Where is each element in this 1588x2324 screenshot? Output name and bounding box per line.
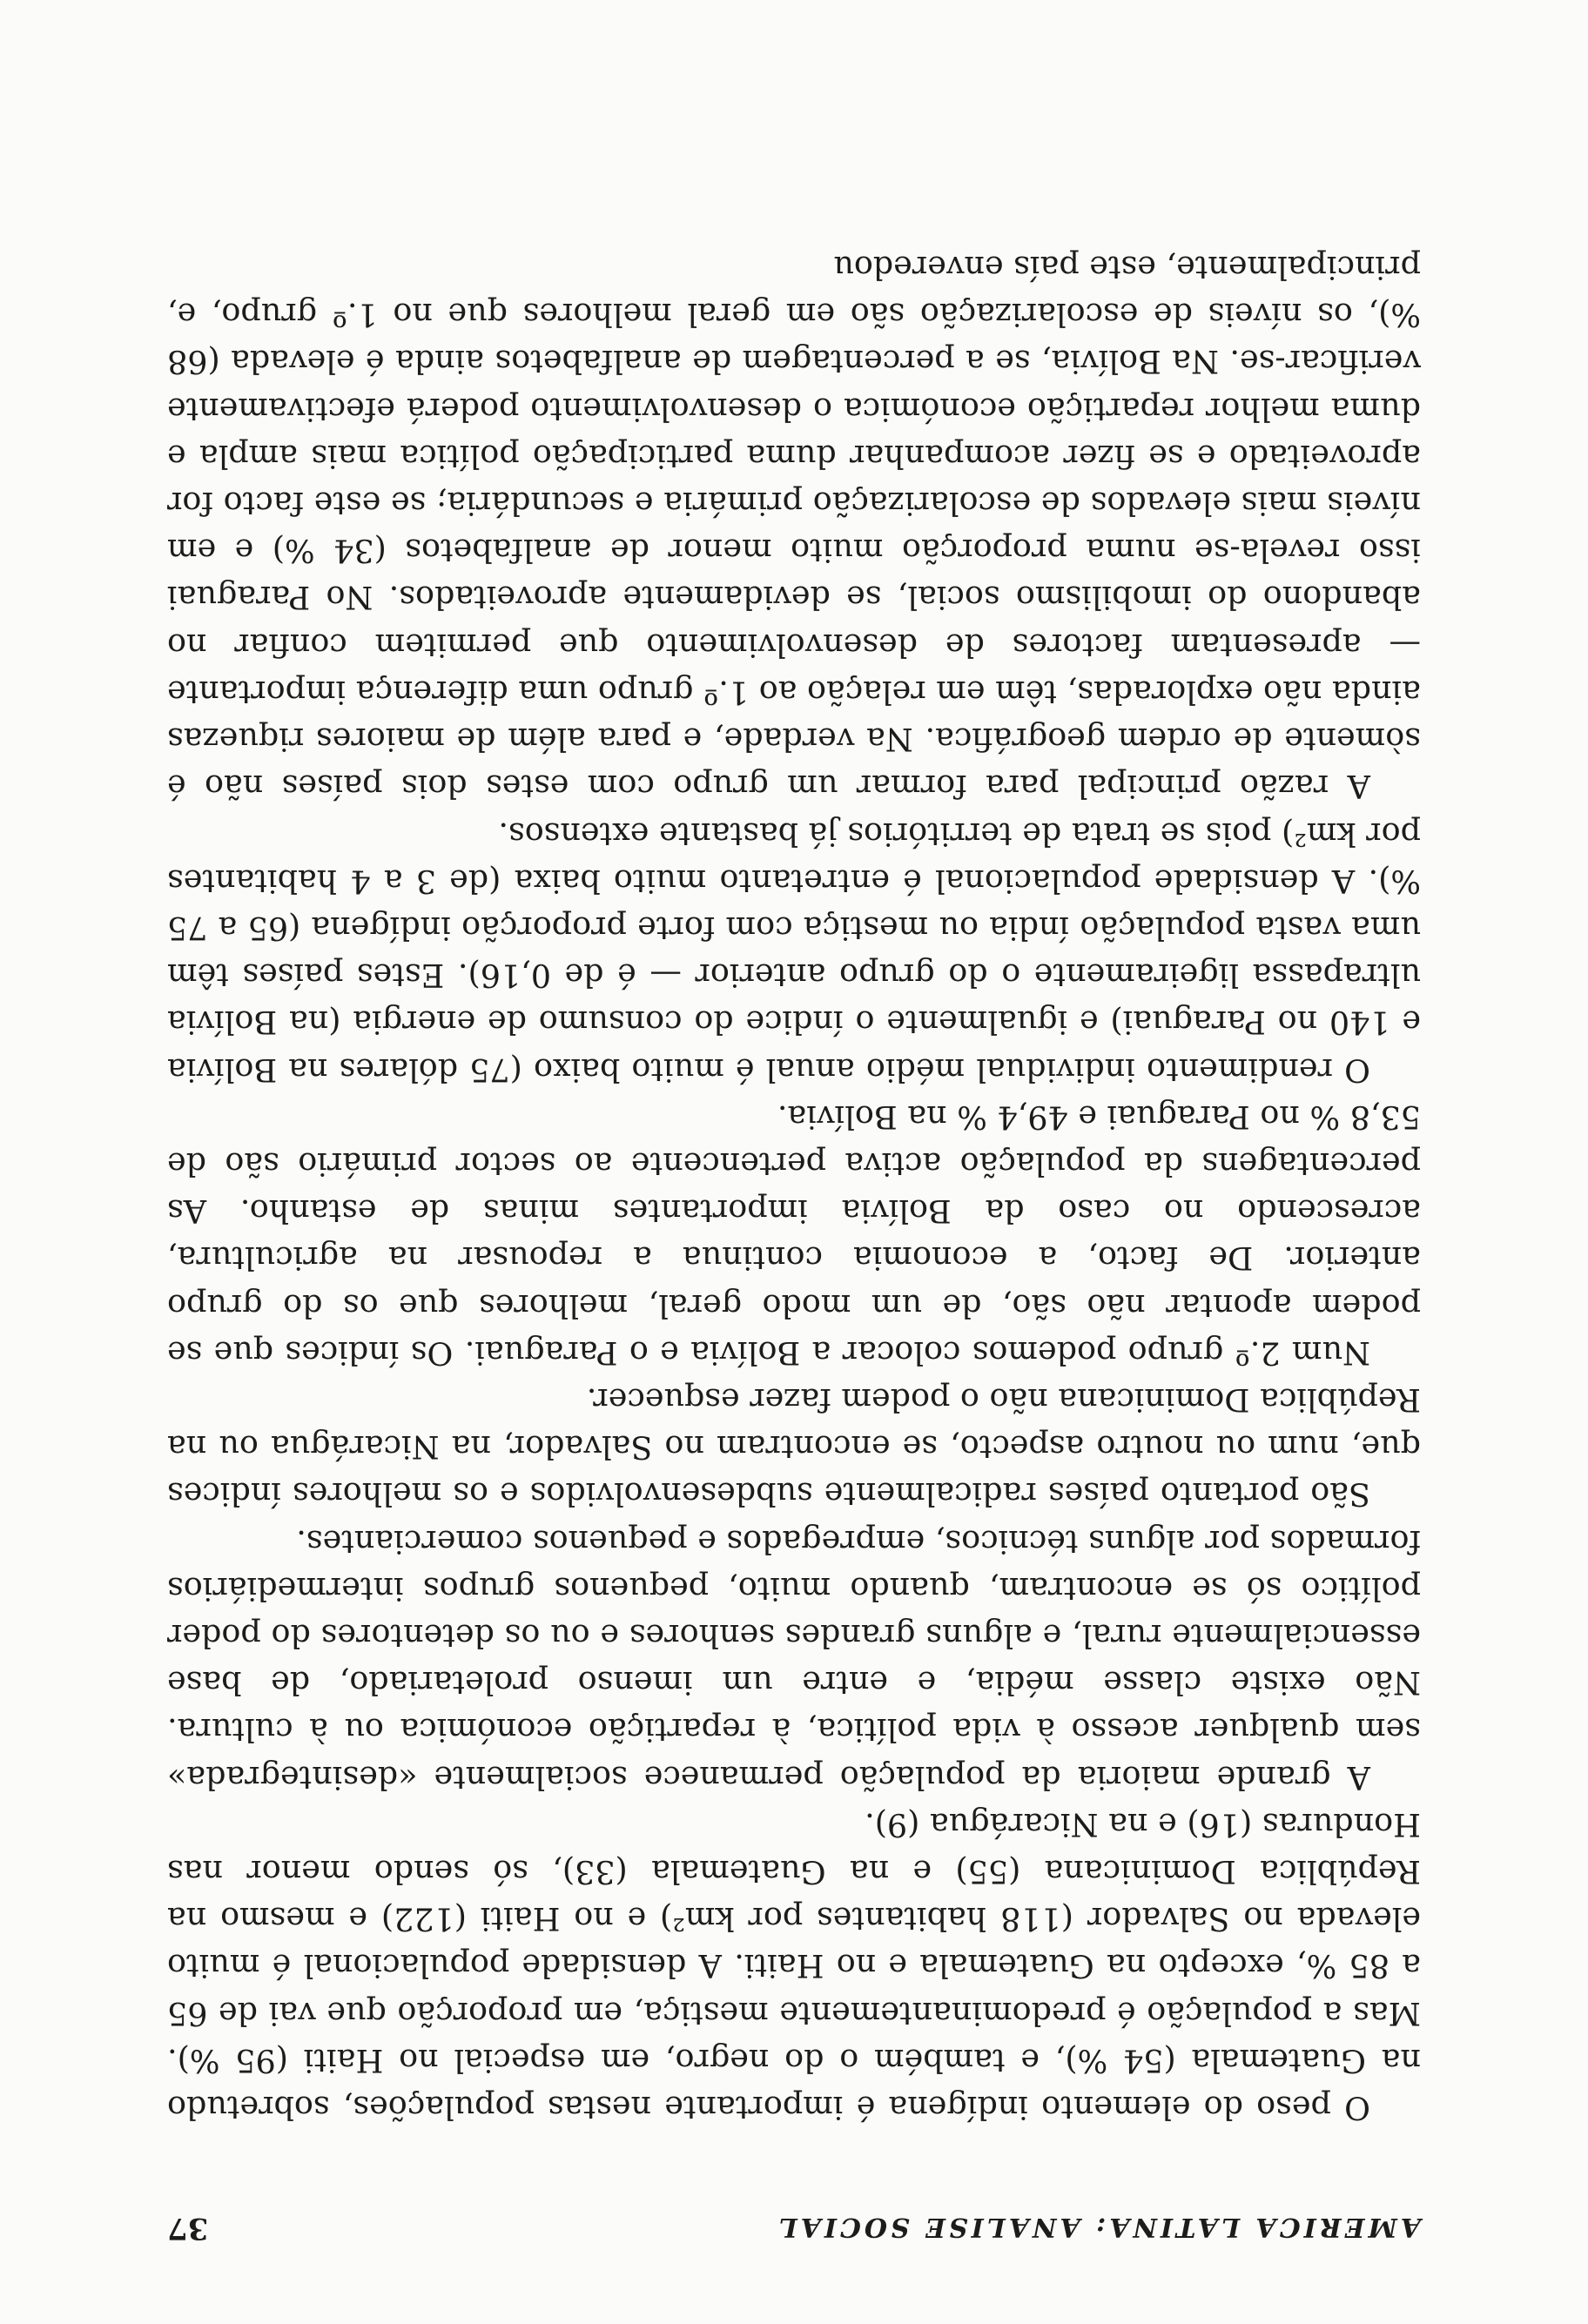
paragraph: Num 2.º grupo podemos colocar a Bolívia e o Paraguai. Os índices que se podem apontar não são, de um modo geral, melhores que os do grupo anterior. De facto, a economia continua a repousar na agricultura, acrescendo no caso da Bolívia importantes minas de estanho. As percentagens da população activa pertencente ao sector primário são de 53,8 % no Paraguai e 49,4 % na Bolívia.	[167, 1098, 1421, 1372]
paragraph: São portanto países radicalmente subdesenvolvidos e os melhores índices que, num ou noutro aspecto, se encontram no Salvador, na Nicarágua ou na República Dominicana não o podem fazer esquecer.	[167, 1380, 1421, 1514]
paragraph: O peso do elemento indígena é importante nestas populações, sobretudo na Guatemala (54 %), e também o do negro, em especial no Haiti (95 %). Mas a população é predominantemente mestiça, em proporção que vai de 65 a 85 %, excepto na Guatemala e no Haiti. A densidade populacional é muito elevada no Salvador (118 habitantes por km²) e no Haiti (122) e mesmo na República Dominicana (55) e na Guatemala (33), só sendo menor nas Honduras (16) e na Nicarágua (9).	[167, 1805, 1421, 2126]
page-number: 37	[167, 2211, 209, 2246]
running-title: AMERICA LATINA: ANALISE SOCIAL	[775, 2212, 1421, 2242]
running-header	[167, 2197, 1421, 2246]
page-content	[167, 244, 1421, 2246]
paragraph: A grande maioria da população permanece socialmente «desintegrada» sem qualquer acesso à vida política, à repartição económica ou à cultura. Não existe classe média, e entre um imenso proletariado, de base essencialmente rural, e alguns grandes senhores e ou os detentores do poder político só se encontram, quando muito, pequenos grupos intermediários formados por alguns técnicos, empregados e pequenos comerciantes.	[167, 1522, 1421, 1797]
paragraph: A razão principal para formar um grupo com estes dois países não é sòmente de ordem geográfica. Na verdade, e para além de maiores riquezas ainda não exploradas, têm em relação ao 1.º grupo uma diferença importante — apresentam factores de desenvolvimento que permitem confiar no abandono do imobilismo social, se devidamente aproveitados. No Paraguai isso revela-se numa proporção muito menor de analfabetos (34 %) e em níveis mais elevados de escolarização primária e secundária; se este facto for aproveitado e se fizer acompanhar duma participação política mais ampla e duma melhor repartição económica o desenvolvimento poderá efectivamente verificar-se. Na Bolívia, se a percentagem de analfabetos ainda é elevada (68 %), os níveis de escolarização são em geral melhores que no 1.º grupo, e, principalmente, este país enveredou	[166, 249, 1421, 806]
paragraph: O rendimento individual médio anual é muito baixo (75 dólares na Bolívia e 140 no Paraguai) e igualmente o índice do consumo de energia (na Bolívia ultrapassa ligeiramente o do grupo anterior — é de 0,16). Estes países têm uma vasta população índia ou mestiça com forte proporção indígena (65 a 75 %). A densidade populacional é entretanto muito baixa (de 3 a 4 habitantes por km²) pois se trata de territórios já bastante extensos.	[167, 815, 1421, 1089]
